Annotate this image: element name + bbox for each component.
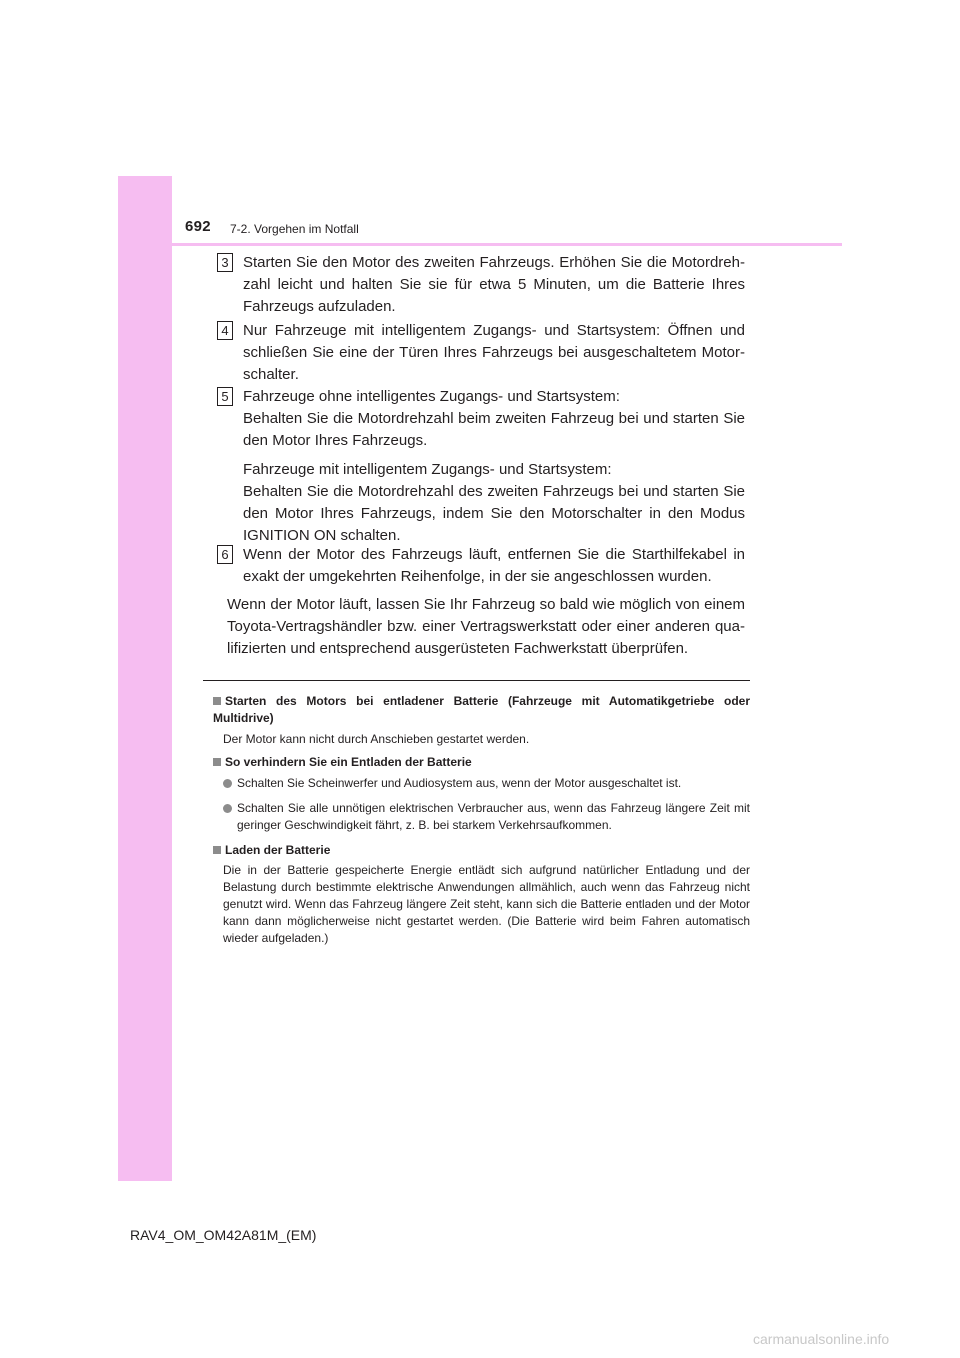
footer-manual-code: RAV4_OM_OM42A81M_(EM) [130,1227,317,1243]
step-number-badge: 5 [217,387,233,406]
step-number-badge: 4 [217,321,233,340]
note-body: Die in der Batterie gespeicherte Energie entlädt sich aufgrund natürlicher Entladung und der Belastung durch bestimmte elektrische Anwendungen allmählich, auch wenn das Fahrzeug nicht genutzt wird. Wenn das Fahrzeug längere Zeit steht, kann sich die Batterie entladen und der Motor kann dann möglicherweise nicht gestartet werden. (Die Batterie wird beim Fahren automatisch wieder aufgeladen.) [223,863,750,945]
step-text: Wenn der Motor des Fahrzeugs läuft, entfernen Sie die Starthilfekabel in exakt der umgekehrten Reihenfolge, in der sie angeschlossen wurden. [243,546,745,585]
page-sidebar-band [118,176,172,1181]
watermark: carmanualsonline.info [753,1331,890,1347]
section-divider [203,680,750,681]
note-heading: So verhindern Sie ein Entladen der Batterie [213,754,750,771]
step-number-badge: 6 [217,545,233,564]
step-text: Behalten Sie die Motordrehzahl des zweiten Fahrzeugs bei und starten Sie den Motor Ihres Fahrzeugs, indem Sie den Motorschalter in den Modus IGNITION ON schalten. [243,483,745,544]
header-rule [118,243,842,246]
page-number: 692 [185,218,211,235]
note-heading: Laden der Batterie [213,842,750,859]
circle-bullet-icon [223,779,232,788]
square-bullet-icon [213,846,221,854]
list-item: Schalten Sie Scheinwerfer und Audiosystem aus, wenn der Motor ausgeschaltet ist. [223,775,750,792]
square-bullet-icon [213,758,221,766]
list-item: Schalten Sie alle unnötigen elektrischen Verbraucher aus, wenn das Fahrzeug längere Zeit mit geringer Geschwindigkeit fährt, z. B. bei starkem Verkehrsaufkommen. [223,800,750,834]
note-heading: Starten des Motors bei entladener Batterie (Fahrzeuge mit Automatikgetriebe oder Multidrive) [213,694,750,725]
note-body: Der Motor kann nicht durch Anschieben gestartet werden. [223,732,530,746]
step-text: Nur Fahrzeuge mit intelligentem Zugangs- und Startsystem: Öffnen und schließen Sie eine der Türen Ihres Fahrzeugs bei ausgeschaltetem Motorschalter. [243,322,745,383]
step-text: Behalten Sie die Motordrehzahl beim zweiten Fahrzeug bei und starten Sie den Motor Ihres Fahrzeugs. [243,410,745,449]
circle-bullet-icon [223,804,232,813]
section-title: 7-2. Vorgehen im Notfall [230,222,359,236]
square-bullet-icon [213,697,221,705]
step-subheading: Fahrzeuge ohne intelligentes Zugangs- und Startsystem: [243,388,620,405]
closing-paragraph: Wenn der Motor läuft, lassen Sie Ihr Fahrzeug so bald wie möglich von einem Toyota-Vertragshändler bzw. einer Vertragswerkstatt oder einer anderen qualifizierten und entsprechend ausgerüsteten Fachwerkstatt überprüfen. [227,596,745,657]
step-subheading: Fahrzeuge mit intelligentem Zugangs- und Startsystem: [243,461,612,478]
step-text: Starten Sie den Motor des zweiten Fahrzeugs. Erhöhen Sie die Motordrehzahl leicht und halten Sie sie für etwa 5 Minuten, um die Batterie Ihres Fahrzeugs aufzuladen. [243,254,745,315]
step-number-badge: 3 [217,253,233,272]
